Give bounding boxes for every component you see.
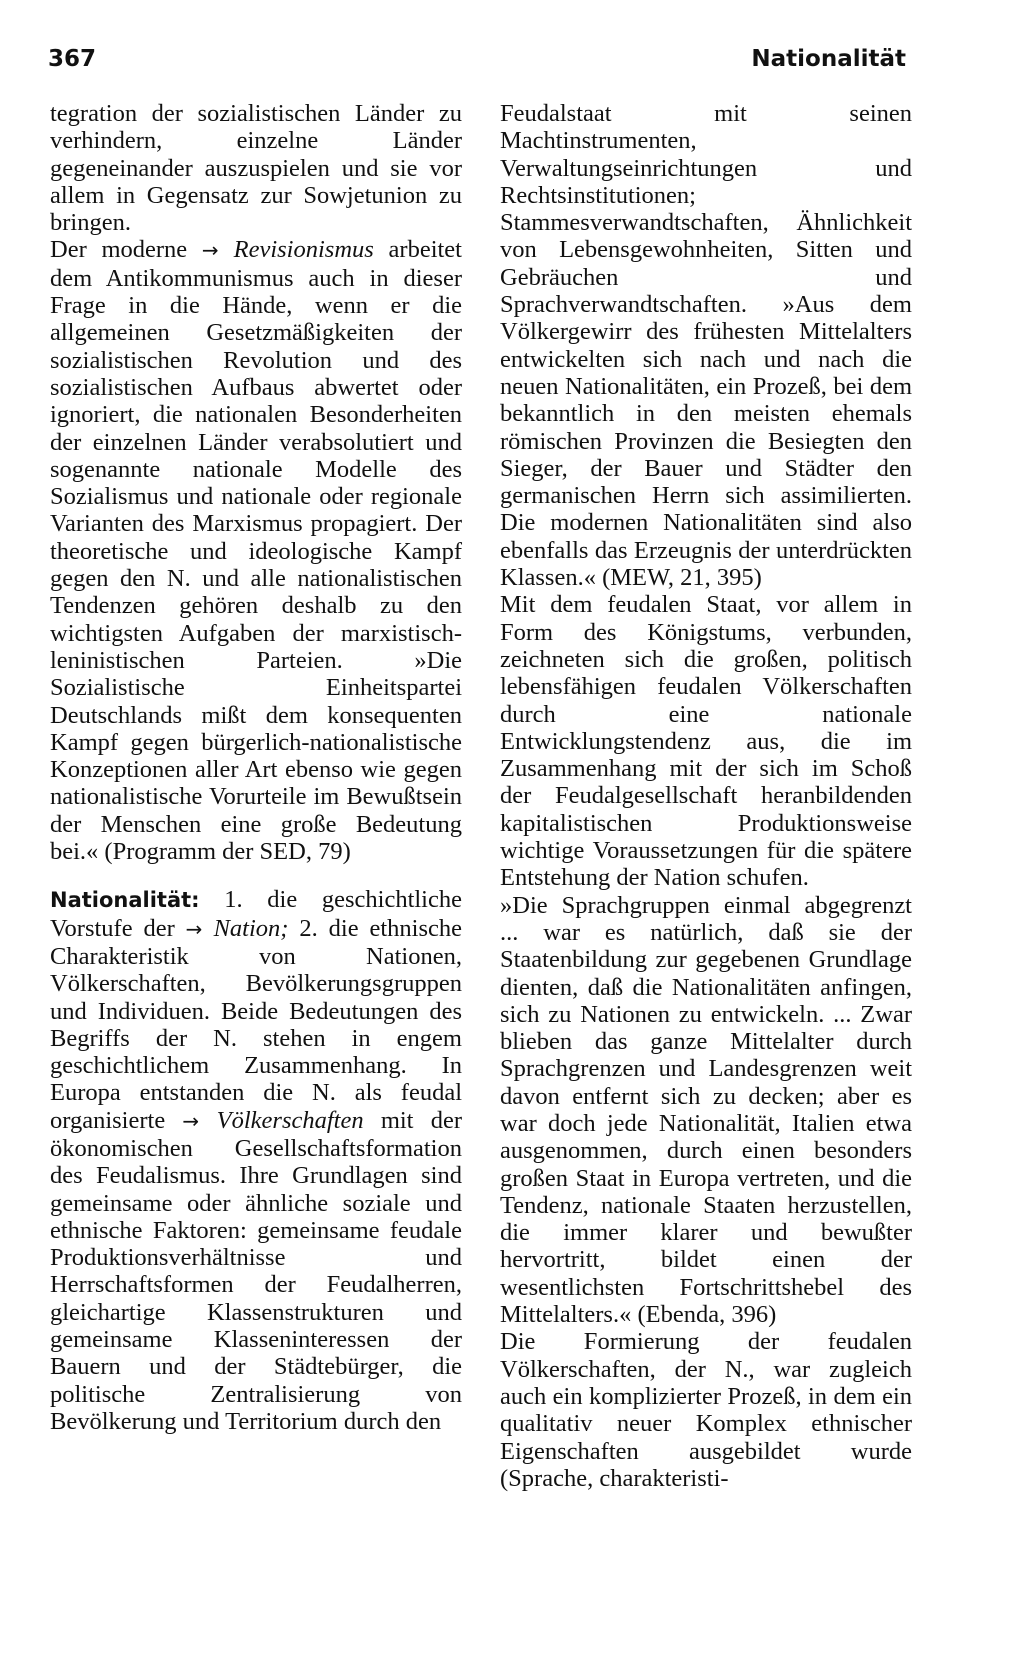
cross-reference-arrow-icon: → xyxy=(201,238,234,263)
running-title: Nationalität xyxy=(751,46,906,72)
paragraph xyxy=(50,236,462,865)
dictionary-entry xyxy=(50,886,462,1435)
paragraph: »Die Sprachgruppen einmal abgegrenzt ... war es natürlich, daß sie der Staatenbildung zur gegebenen Grundlage dienten, daß die Nationalitäten anfingen, sich zu Nationen zu entwickeln. ... Zwar blieben das ganze Mittelalter durch Sprachgrenzen und Landesgrenzen weit davon entfernt sich zu decken; aber es war doch jede Nationalität, Italien etwa ausgenommen, durch einen besonders großen Staat in Europa vertreten, und die Tendenz, nationale Staaten herzustellen, die immer klarer und bewußter hervortritt, bildet einen der wesentlichsten Fortschrittshebel des Mittelalters.« (Ebenda, 396) xyxy=(500,891,912,1329)
cross-reference-arrow-icon: → xyxy=(185,916,214,941)
paragraph: tegration der sozialistischen Länder zu verhindern, einzelne Länder gegeneinander auszuspielen und sie vor allem in Gegensatz zur Sowjetunion zu bringen. xyxy=(50,100,462,237)
running-head xyxy=(48,46,906,80)
left-column xyxy=(50,100,462,1435)
text-run: arbeitet dem Antikommunismus auch in dieser Frage in die Hände, wenn er die allgemeinen Gesetzmäßigkeiten der sozialistischen Revolution und des sozialistischen Aufbaus abwertet oder ignoriert, die nationalen Besonderheiten der einzelnen Länder verabsolutiert und sogenannte nationale Modelle des Sozialismus und nationale oder regionale Varianten des Marxismus propagiert. Der theoretische und ideologische Kampf gegen den N. und alle nationalistischen Tendenzen gehören deshalb zu den wichtigsten Aufgaben der marxistisch-leninistischen Parteien. »Die Sozialistische Einheitspartei Deutschlands mißt dem konsequenten Kampf gegen bürgerlich-nationalistische Konzeptionen aller Art ebenso wie gegen nationalistische Vorurteile im Bewußtsein der Menschen eine große Bedeutung bei.« (Programm der SED, 79) xyxy=(50,236,462,866)
cross-reference-revisionismus: Revisionismus xyxy=(233,236,374,264)
text-run: 2. die ethnische Charakteristik von Nationen, Völkerschaften, Bevölkerungsgruppen und Individuen. Beide Bedeutungen des Begriffs der N. stehen in engem geschichtlichem Zusammenhang. In Europa entstanden die N. als feudal organisierte xyxy=(50,914,462,1134)
right-column xyxy=(500,100,912,1492)
text-run: Der moderne xyxy=(50,236,202,264)
cross-reference-arrow-icon: → xyxy=(182,1108,217,1133)
text-run: 1. die geschichtliche Vorstufe der xyxy=(50,886,462,942)
paragraph: Feudalstaat mit seinen Machtinstrumenten, Verwaltungseinrichtungen und Rechtsinstitutionen; Stammesverwandtschaften, Ähnlichkeit von Lebensgewohnheiten, Sitten und Gebräuchen und Sprachverwandtschaften. »Aus dem Völkergewirr des frühesten Mittelalters entwickelten sich nach und nach die neuen Nationalitäten, ein Prozeß, bei dem bekanntlich in den meisten ehemals römischen Provinzen die Besiegten den Sieger, der Bauer und Städter den germanischen Herrn sich assimilierten. Die modernen Nationalitäten sind also ebenfalls das Erzeugnis der unterdrückten Klassen.« (MEW, 21, 395) xyxy=(500,100,912,592)
cross-reference-voelkerschaften: Völkerschaften xyxy=(216,1106,364,1134)
text-run: mit der ökonomischen Gesellschaftsformation des Feudalismus. Ihre Grundlagen sind gemeinsame oder ähnliche soziale und ethnische Faktoren: gemeinsame feudale Produktionsverhältnisse und Herrschaftsformen der Feudalherren, gleichartige Klassenstrukturen und gemeinsame Klasseninteressen der Bauern und der Städtebürger, die politische Zentralisierung von Bevölkerung und Territorium durch den xyxy=(50,1106,462,1435)
paragraph: Mit dem feudalen Staat, vor allem in Form des Königstums, verbunden, zeichneten sich die großen, politisch lebensfähigen feudalen Völkerschaften durch eine nationale Entwicklungstendenz aus, die im Zusammenhang mit der sich im Schoß der Feudalgesellschaft heranbildenden kapitalistischen Produktionsweise wichtige Voraussetzungen für die spätere Entstehung der Nation schufen. xyxy=(500,591,912,892)
page-number: 367 xyxy=(48,46,97,72)
cross-reference-nation: Nation; xyxy=(213,914,289,942)
paragraph: Die Formierung der feudalen Völkerschaften, der N., war zugleich auch ein komplizierter Prozeß, in dem ein qualitativ neuer Komplex ethnischer Eigenschaften ausgebildet wurde (Sprache, charakteristi- xyxy=(500,1328,912,1492)
entry-headword: Nationalität: xyxy=(50,888,200,913)
